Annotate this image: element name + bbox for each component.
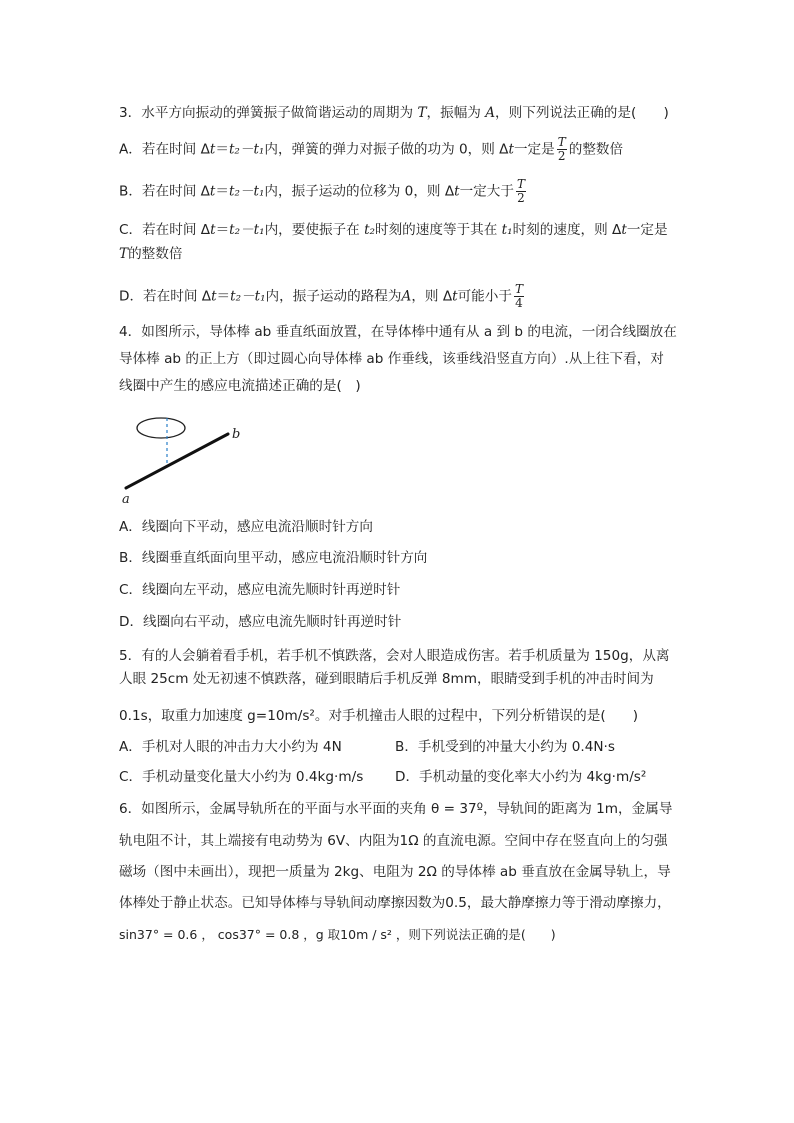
q3-option-b — [119, 178, 528, 205]
q6-stem-line4: 体棒处于静止状态。已知导体棒与导轨间动摩擦因数为0.5，最大静摩擦力等于滑动摩擦力， — [119, 895, 671, 911]
q5-stem-line2: 人眼 25cm 处无初速不慎跌落，碰到眼睛后手机反弹 8mm，眼睛受到手机的冲击时间为 — [119, 671, 654, 687]
q3-stem — [119, 103, 669, 123]
q3-a-t: t — [209, 141, 216, 158]
q3-stem-text-a: 3．水平方向振动的弹簧振子做简谐运动的周期为 — [119, 105, 418, 121]
label-b: b — [232, 427, 241, 442]
q5-option-d: D．手机动量的变化率大小约为 4kg·m/s² — [395, 769, 647, 785]
q6-stem-line3: 磁场（图中未画出），现把一质量为 2kg、电阻为 2Ω 的导体棒 ab 垂直放在金属导轨上，导 — [119, 864, 671, 880]
q3-d-text-4: 可能小于 — [457, 288, 512, 305]
q3-stem-T: T — [417, 105, 427, 121]
q3-c-t2: t₂ — [364, 222, 375, 238]
q6-stem-line2: 轨电阻不计，其上端接有电动势为 6V、内阻为1Ω 的直流电源。空间中存在竖直向上的匀强 — [119, 833, 668, 849]
q3-a-text-2: 内，弹簧的弹力对振子做的功为 0，则 Δ — [264, 141, 509, 158]
q6-stem-line5: sin37° = 0.6 ， cos37° = 0.8 ，g 取10m / s² ，则下列说法正确的是( ) — [119, 927, 556, 942]
q3-c-text-1: C．若在时间 Δ — [119, 222, 211, 238]
coil-ellipse — [137, 418, 185, 438]
q5-option-c: C．手机动量变化量大小约为 0.4kg·m/s — [119, 769, 364, 785]
q3-c-text-5: 一定是 — [626, 222, 668, 238]
q3-option-d — [119, 283, 526, 310]
q5-option-a: A．手机对人眼的冲击力大小约为 4N — [119, 739, 342, 755]
q3-stem-A: A — [485, 105, 496, 121]
label-a: a — [122, 492, 130, 507]
q5-stem-line3: 0.1s，取重力加速度 g=10m/s²。对手机撞击人眼的过程中，下列分析错误的是( ) — [119, 708, 639, 724]
q3-a-text-3: 一定是 — [513, 141, 555, 158]
q3-option-c-line2 — [119, 244, 182, 264]
q3-d-fraction — [514, 283, 524, 310]
q3-d-text-3: ，则 Δ — [411, 288, 453, 305]
q4-diagram — [118, 412, 258, 508]
q3-b-t-2: t — [454, 183, 460, 200]
q3-d-t-2: t — [452, 288, 458, 305]
q3-d-eq: ＝ — [216, 288, 231, 305]
q3-c-text-2: 内，要使振子在 — [264, 222, 365, 238]
q3-c-text-6: 的整数倍 — [128, 246, 183, 262]
q3-b-text-1: B．若在时间 Δ — [119, 183, 210, 200]
q3-option-a — [119, 136, 623, 163]
q3-d-frac-den: 4 — [515, 296, 523, 310]
q3-c-text-3: 时刻的速度等于其在 — [374, 222, 502, 238]
q3-a-frac-num: T — [557, 135, 566, 149]
q3-c-eq: ＝ — [215, 222, 230, 238]
q3-d-text-2: 内，振子运动的路程为 — [265, 288, 402, 305]
q3-a-text-1: A．若在时间 Δ — [119, 141, 210, 158]
q3-c-T: T — [119, 246, 129, 262]
q4-stem-line2: 导体棒 ab 的正上方（即过圆心向导体棒 ab 作垂线，该垂线沿竖直方向）.从上往下看，对 — [119, 351, 664, 367]
q3-stem-text-b: ，振幅为 — [426, 105, 486, 121]
q4-option-d: D．线圈向右平动，感应电流先顺时针再逆时针 — [119, 614, 402, 630]
q3-a-fraction — [557, 136, 567, 163]
q3-c-t1: t₁ — [501, 222, 513, 238]
conductor-rod-ab — [126, 434, 228, 488]
q3-a-eq: ＝ — [215, 141, 229, 158]
q3-a-text-4: 的整数倍 — [568, 141, 624, 158]
q3-d-frac-num: T — [514, 282, 523, 296]
q3-b-frac-num: T — [516, 177, 525, 191]
q3-d-text-1: D．若在时间 Δ — [119, 288, 212, 305]
q3-c-t: t — [210, 222, 216, 238]
q3-b-eq: ＝ — [215, 183, 229, 200]
q3-b-text-3: 一定大于 — [459, 183, 514, 200]
q3-a-t2t1: t₂－t₁ — [228, 141, 265, 158]
q3-b-frac-den: 2 — [517, 191, 525, 205]
q4-option-c: C．线圈向左平动，感应电流先顺时针再逆时针 — [119, 582, 401, 598]
q3-stem-text-c: ，则下列说法正确的是( ) — [495, 105, 669, 121]
q4-option-a: A．线圈向下平动，感应电流沿顺时针方向 — [119, 519, 373, 535]
q3-b-text-2: 内，振子运动的位移为 0，则 Δ — [264, 183, 455, 200]
q4-stem-line3: 线圈中产生的感应电流描述正确的是( ) — [119, 378, 361, 394]
q5-option-b: B．手机受到的冲量大小约为 0.4N·s — [395, 739, 615, 755]
q3-c-text-4: 时刻的速度，则 Δ — [512, 222, 622, 238]
q3-b-t2t1: t₂－t₁ — [228, 183, 265, 200]
q4-stem-line1: 4．如图所示，导体棒 ab 垂直纸面放置，在导体棒中通有从 a 到 b 的电流，一闭合线圈放在 — [119, 324, 677, 340]
q3-b-t: t — [209, 183, 216, 200]
q3-c-t-2: t — [621, 222, 627, 238]
q3-d-t: t — [211, 288, 217, 305]
q3-a-t-2: t — [508, 141, 514, 158]
q5-stem-line1: 5．有的人会躺着看手机，若手机不慎跌落，会对人眼造成伤害。若手机质量为 150g，从离 — [119, 648, 670, 664]
q3-d-t2t1: t₂－t₁ — [230, 288, 266, 305]
q4-option-b: B．线圈垂直纸面向里平动，感应电流沿顺时针方向 — [119, 550, 428, 566]
q3-d-A: A — [401, 288, 412, 305]
q3-option-c-line1 — [119, 220, 668, 240]
q6-stem-line1: 6．如图所示，金属导轨所在的平面与水平面的夹角 θ = 37º，导轨间的距离为 1m，金属导 — [119, 801, 673, 817]
q3-b-fraction — [516, 178, 526, 205]
q3-c-t2t1: t₂－t₁ — [229, 222, 265, 238]
q3-a-frac-den: 2 — [557, 149, 566, 163]
